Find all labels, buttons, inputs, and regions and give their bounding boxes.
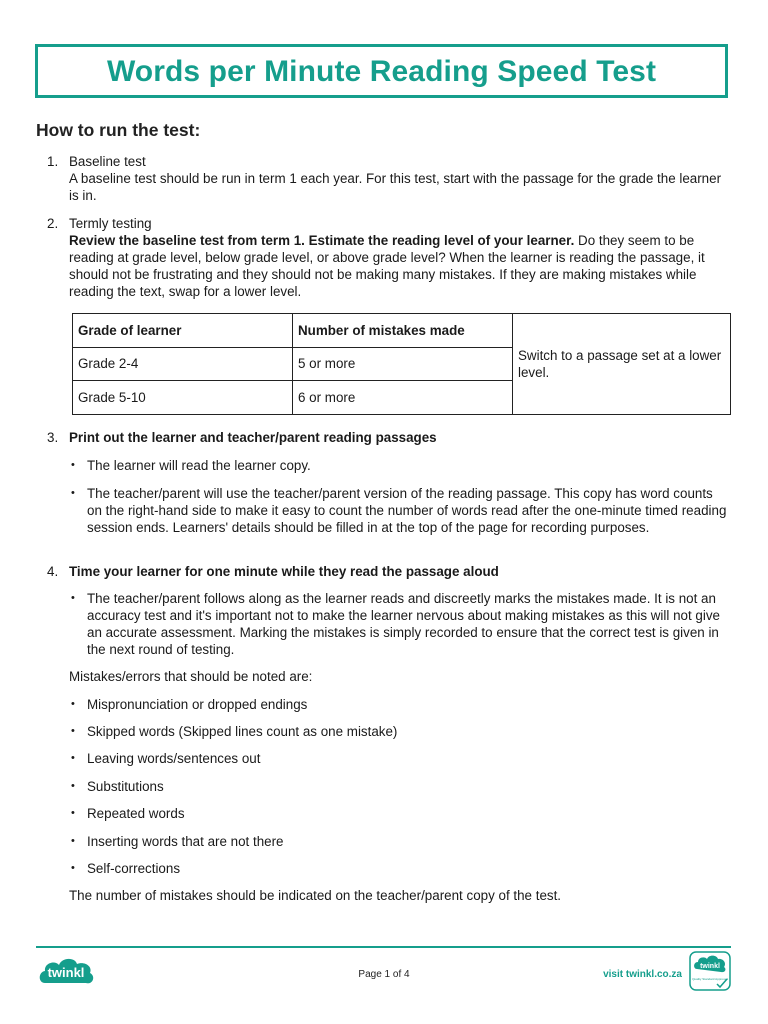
step-4-number: 4. xyxy=(47,564,59,579)
table-cell: Grade 5-10 xyxy=(73,381,293,415)
step-2-body-text: Do they seem to be reading at grade level, below grade level, or above grade level? When the learner is reading the passage, it should not be frustrating and they should not be making many mistakes. If they are making mistakes while reading the text, swap for a lower level. xyxy=(69,233,705,299)
step-3-heading: Print out the learner and teacher/parent reading passages xyxy=(69,430,437,445)
table-action-cell: Switch to a passage set at a lower level. xyxy=(513,314,731,415)
mistakes-intro: Mistakes/errors that should be noted are: xyxy=(69,669,313,684)
table-cell: 6 or more xyxy=(293,381,513,415)
list-item: • Inserting words that are not there xyxy=(87,833,727,850)
step-2-body xyxy=(69,232,729,300)
closing-note: The number of mistakes should be indicated on the teacher/parent copy of the test. xyxy=(69,888,562,903)
table-row xyxy=(73,314,731,348)
table-cell: 5 or more xyxy=(293,347,513,381)
step-2-heading: Termly testing xyxy=(69,216,152,231)
footer-divider xyxy=(36,946,731,948)
step-4-heading: Time your learner for one minute while they read the passage aloud xyxy=(69,564,499,579)
list-item: • The teacher/parent will use the teacher/parent version of the reading passage. This copy has word counts on the right-hand side to make it easy to count the number of words read after the one-minute timed reading session ends. Learners' details should be filled in at the top of the page for recording purposes. xyxy=(87,485,727,536)
list-item: • The teacher/parent follows along as the learner reads and discreetly marks the mistakes made. It is not an accuracy test and it's important not to make the learner nervous about making mistakes as this will not give an accurate assessment. Marking the mistakes is simply recorded to ensure that the correct test is given in the next round of testing. xyxy=(87,590,727,658)
list-item: • The learner will read the learner copy. xyxy=(87,457,727,474)
page-title: Words per Minute Reading Speed Test xyxy=(106,54,657,88)
site-link[interactable]: visit twinkl.co.za xyxy=(603,969,682,980)
logo-text: twinkl xyxy=(47,965,85,980)
step-3-number: 3. xyxy=(47,430,59,445)
step-1-number: 1. xyxy=(47,154,59,169)
page-number: Page 1 of 4 xyxy=(358,969,410,980)
step-2 xyxy=(69,215,729,300)
step-2-body-bold: Review the baseline test from term 1. Estimate the reading level of your learner. xyxy=(69,233,575,248)
grade-mistakes-table xyxy=(72,313,731,415)
step-1 xyxy=(69,153,729,204)
quality-badge xyxy=(689,951,731,991)
list-item: • Mispronunciation or dropped endings xyxy=(87,696,727,713)
badge-caption: Quality Standard Approved xyxy=(692,977,728,981)
title-box xyxy=(35,44,728,98)
list-item: • Repeated words xyxy=(87,805,727,822)
list-item: • Skipped words (Skipped lines count as one mistake) xyxy=(87,723,727,740)
table-cell: Grade 2-4 xyxy=(73,347,293,381)
list-item: • Leaving words/sentences out xyxy=(87,750,727,767)
section-heading: How to run the test: xyxy=(36,120,201,140)
step-1-body: A baseline test should be run in term 1 each year. For this test, start with the passage for the grade the learner is in. xyxy=(69,171,722,203)
badge-text: twinkl xyxy=(700,963,720,970)
list-item: • Self-corrections xyxy=(87,860,727,877)
step-2-number: 2. xyxy=(47,216,59,231)
table-header-grade: Grade of learner xyxy=(73,314,293,348)
list-item: • Substitutions xyxy=(87,778,727,795)
table-header-mistakes: Number of mistakes made xyxy=(293,314,513,348)
step-1-heading: Baseline test xyxy=(69,154,146,169)
